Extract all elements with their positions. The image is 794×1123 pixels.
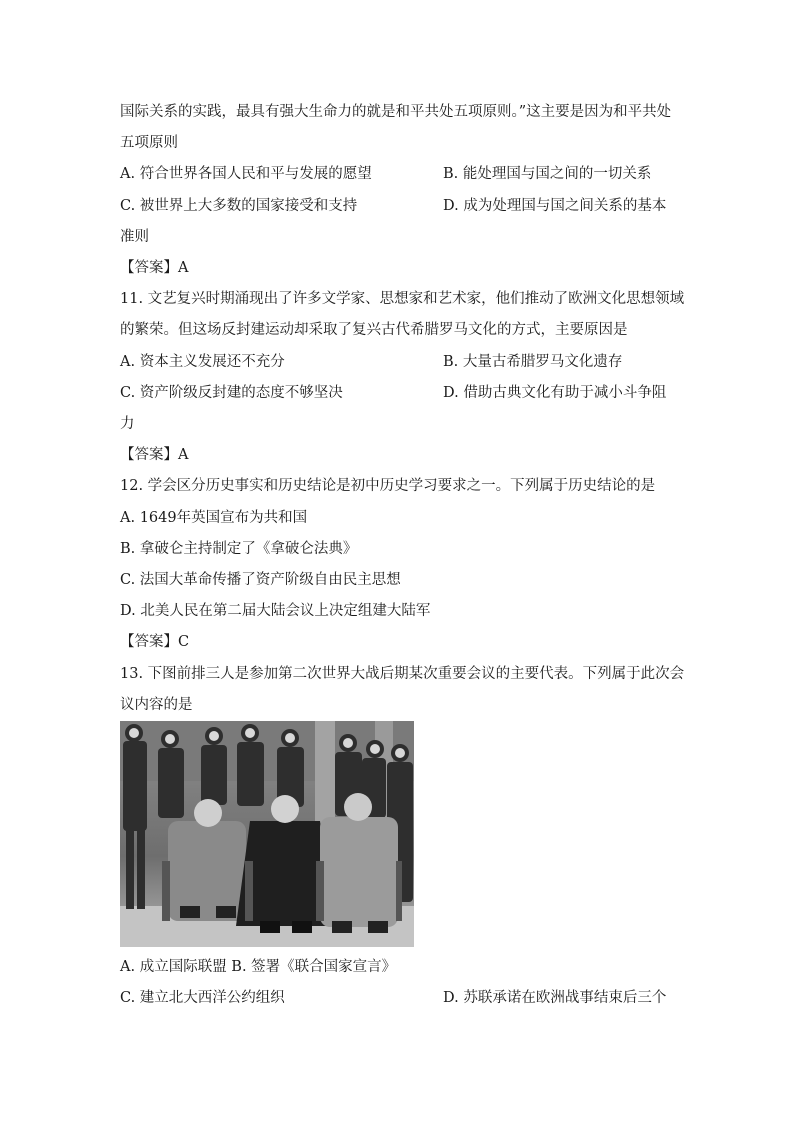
q10-stem-line1: 国际关系的实践，最具有强大生命力的就是和平共处五项原则。”这主要是因为和平共处 <box>120 104 672 120</box>
q10-option-c: C. 被世界上大多数的国家接受和支持 <box>120 198 358 214</box>
q10-option-a: A. 符合世界各国人民和平与发展的愿望 <box>120 166 372 182</box>
q11-stem-line2: 的繁荣。但这场反封建运动却采取了复兴古代希腊罗马文化的方式，主要原因是 <box>120 322 628 338</box>
q13-stem-line1: 13. 下图前排三人是参加第二次世界大战后期某次重要会议的主要代表。下列属于此次会 <box>120 666 685 682</box>
q13-option-ab: A. 成立国际联盟 B. 签署《联合国家宣言》 <box>120 959 397 975</box>
q10-option-d: D. 成为处理国与国之间关系的基本 <box>443 198 667 214</box>
q11-option-c: C. 资产阶级反封建的态度不够坚决 <box>120 385 343 401</box>
q10-option-d-continued: 准则 <box>120 229 149 245</box>
q11-stem-line1: 11. 文艺复兴时期涌现出了许多文学家、思想家和艺术家，他们推动了欧洲文化思想领域 <box>120 291 685 307</box>
yalta-conference-photo <box>120 721 414 947</box>
q12-option-c: C. 法国大革命传播了资产阶级自由民主思想 <box>120 572 401 588</box>
q12-option-a: A. 1649年英国宣布为共和国 <box>120 510 308 526</box>
q12-option-d: D. 北美人民在第二届大陆会议上决定组建大陆军 <box>120 603 431 619</box>
q11-option-d: D. 借助古典文化有助于减小斗争阻 <box>443 385 667 401</box>
q12-stem-line1: 12. 学会区分历史事实和历史结论是初中历史学习要求之一。下列属于历史结论的是 <box>120 478 656 494</box>
q13-stem-line2: 议内容的是 <box>120 697 193 713</box>
q11-option-d-continued: 力 <box>120 416 135 432</box>
q11-option-b: B. 大量古希腊罗马文化遗存 <box>443 354 623 370</box>
q11-answer: 【答案】A <box>120 447 189 463</box>
q12-option-b: B. 拿破仑主持制定了《拿破仑法典》 <box>120 541 358 557</box>
q13-option-c: C. 建立北大西洋公约组织 <box>120 990 285 1006</box>
q10-answer: 【答案】A <box>120 260 189 276</box>
q11-option-a: A. 资本主义发展还不充分 <box>120 354 285 370</box>
q12-answer: 【答案】C <box>120 634 190 650</box>
q10-option-b: B. 能处理国与国之间的一切关系 <box>443 166 652 182</box>
q13-option-d: D. 苏联承诺在欧洲战事结束后三个 <box>443 990 667 1006</box>
q10-stem-line2: 五项原则 <box>120 135 178 151</box>
